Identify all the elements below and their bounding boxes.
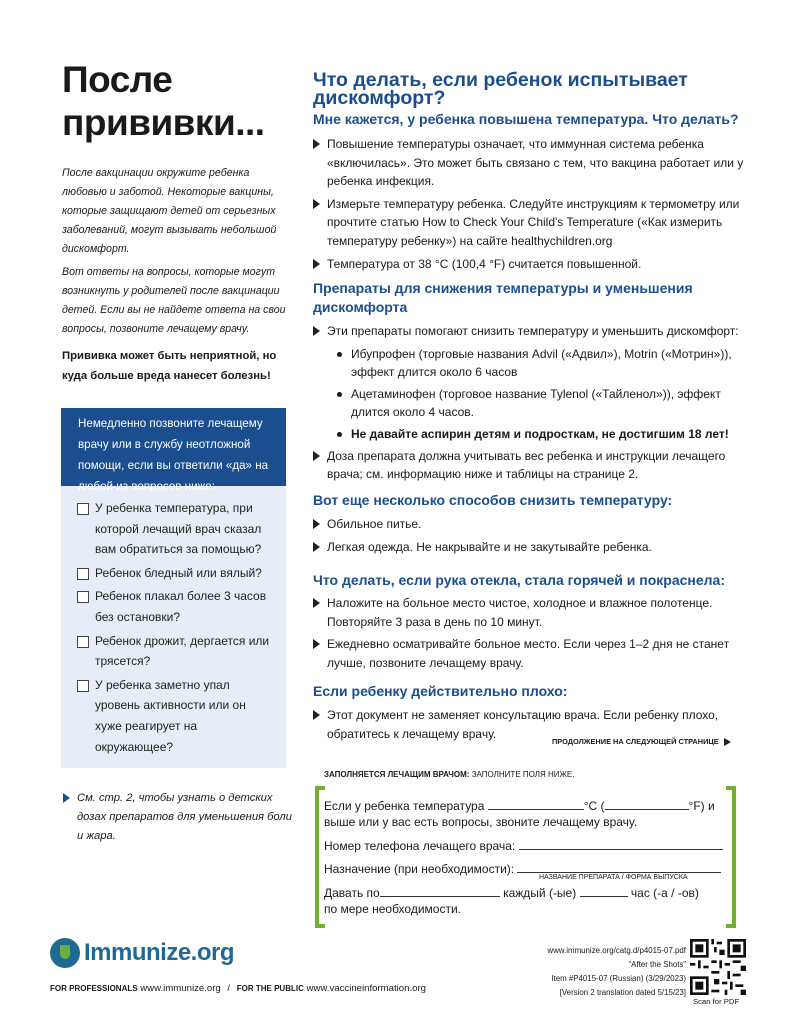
list-item: Обильное питье. xyxy=(313,515,753,534)
title-line-2: прививки... xyxy=(62,102,265,143)
list-item: Ежедневно осматривайте больное место. Если через 1–2 дня не станет лучше, позвоните лечащему врачу. xyxy=(313,635,753,672)
arrow-right-icon xyxy=(724,738,731,746)
triangle-bullet-icon xyxy=(313,598,320,608)
document-series: “After the Shots” xyxy=(628,960,686,969)
triangle-bullet-icon xyxy=(313,199,320,209)
medication-field[interactable] xyxy=(517,860,721,873)
triangle-bullet-icon xyxy=(313,710,320,720)
physician-form-label: ЗАПОЛНЯЕТСЯ ЛЕЧАЩИМ ВРАЧОМ: ЗАПОЛНИТЕ ПОЛЯ НИЖЕ. xyxy=(324,770,575,779)
list-item: Этот документ не заменяет консультацию врача. Если ребенку плохо, обратитесь к лечащему врачу. xyxy=(313,706,753,743)
checklist-item-label: Ребенок бледный или вялый? xyxy=(95,565,262,580)
triangle-bullet-icon xyxy=(313,326,320,336)
arm-list xyxy=(313,594,753,676)
public-link[interactable]: www.vaccineinformation.org xyxy=(306,983,426,994)
footer-links: FOR PROFESSIONALS www.immunize.org / FOR THE PUBLIC www.vaccineinformation.org xyxy=(50,983,426,994)
dosage-line: Давать по каждый (-ые) час (-а / -ов) xyxy=(324,886,699,900)
emergency-call-header: Немедленно позвоните лечащему врачу или в службу неотложной помощи, если вы ответили «да» на любой из вопросов ниже: xyxy=(61,408,286,486)
checklist-item-label: У ребенка заметно упал уровень активности или он хуже реагирует на окружающее? xyxy=(95,677,246,754)
triangle-bullet-icon xyxy=(313,259,320,269)
checklist-item[interactable] xyxy=(77,498,276,560)
phone-line: Номер телефона лечащего врача: xyxy=(324,837,723,855)
immunize-logo-icon xyxy=(50,938,80,968)
checkbox[interactable] xyxy=(77,591,89,603)
checklist-item[interactable] xyxy=(77,631,276,672)
phone-field[interactable] xyxy=(519,837,723,850)
immunize-logo[interactable]: Immunize.org xyxy=(50,938,234,968)
fever-heading: Мне кажется, у ребенка повышена температура. Что делать? xyxy=(313,111,739,127)
temperature-line-2: выше или у вас есть вопросы, звоните лечащему врачу. xyxy=(324,815,638,829)
qr-code-icon[interactable] xyxy=(690,939,746,995)
medication-format-caption: НАЗВАНИЕ ПРЕПАРАТА / ФОРМА ВЫПУСКА xyxy=(539,874,688,881)
dot-bullet-icon xyxy=(337,432,342,437)
aspirin-warning: Не давайте аспирин детям и подросткам, не достигшим 18 лет! xyxy=(351,426,729,441)
triangle-bullet-icon xyxy=(313,542,320,552)
purpose-line: Назначение (при необходимости): xyxy=(324,860,721,878)
dot-bullet-icon xyxy=(337,392,342,397)
dot-bullet-icon xyxy=(337,352,342,357)
document-version: [Version 2 translation dated 5/15/23] xyxy=(559,988,686,997)
form-bracket-right xyxy=(726,786,736,928)
medications-list xyxy=(313,322,753,488)
checklist-item-label: У ребенка температура, при которой лечащий врач сказал вам обратиться за помощью? xyxy=(95,501,262,557)
list-item: Эти препараты помогают снизить температуру и уменьшить дискомфорт: xyxy=(313,322,753,341)
warning-text: Прививка может быть неприятной, но куда больше вреда нанесет болезнь! xyxy=(62,350,277,382)
triangle-bullet-icon xyxy=(313,451,320,461)
document-item: Item #P4015-07 (Russian) (3/29/2023) xyxy=(551,974,686,983)
intro-paragraph-2: Вот ответы на вопросы, которые могут возникнуть у родителей после вакцинации детей. Если вы не найдете ответа на свои вопросы, позвоните лечащему врачу. xyxy=(62,266,286,335)
triangle-bullet-icon xyxy=(313,519,320,529)
professionals-link[interactable]: www.immunize.org xyxy=(140,983,221,994)
list-item: Ибупрофен (торговые названия Advil («Адвил»), Motrin («Мотрин»)), эффект длится около 6 часов xyxy=(313,345,753,382)
checkbox[interactable] xyxy=(77,503,89,515)
list-item: Повышение температуры означает, что иммунная система ребенка «включилась». Это может быть связано с тем, что вакцина работает или у ребенка инфекция. xyxy=(313,135,753,191)
physician-form xyxy=(315,786,736,922)
dose-interval-field[interactable] xyxy=(580,884,628,897)
emergency-call-panel xyxy=(61,408,286,768)
list-item xyxy=(313,425,753,444)
list-item: Измерьте температуру ребенка. Следуйте инструкциям к термометру или прочтите статью How to Check Your Child's Temperature («Как измерить температуру ребенку») на сайте healthychildren.org xyxy=(313,195,753,251)
scan-for-pdf-label: Scan for PDF xyxy=(693,997,740,1006)
symptom-checklist xyxy=(61,486,286,757)
checklist-item[interactable] xyxy=(77,675,276,757)
list-item: Наложите на больное место чистое, холодное и влажное полотенце. Повторяйте 3 раза в день по 10 минут. xyxy=(313,594,753,631)
see-page-2-text: См. стр. 2, чтобы узнать о детских дозах препаратов для уменьшения боли и жара. xyxy=(77,792,292,842)
other-methods-list xyxy=(313,515,753,560)
checklist-item-label: Ребенок дрожит, дергается или трясется? xyxy=(95,633,270,669)
temp-celsius-field[interactable] xyxy=(488,797,584,810)
list-item: Ацетаминофен (торговое название Tylenol («Тайленол»)), эффект длится около 4 часов. xyxy=(313,385,753,422)
list-item: Легкая одежда. Не накрывайте и не закутывайте ребенка. xyxy=(313,538,753,557)
checkbox[interactable] xyxy=(77,636,89,648)
triangle-bullet-icon xyxy=(313,639,320,649)
main-heading: Что делать, если ребенок испытывает дискомфорт? xyxy=(313,69,688,109)
other-methods-heading: Вот еще несколько способов снизить температуру: xyxy=(313,492,673,508)
arm-heading: Что делать, если рука отекла, стала горячей и покраснела: xyxy=(313,572,726,588)
temperature-line: Если у ребенка температура °C ( °F) и xyxy=(324,799,715,813)
dose-amount-field[interactable] xyxy=(380,884,500,897)
title-line-1: После xyxy=(62,59,173,100)
intro-paragraph-1: После вакцинации окружите ребенка любовью и заботой. Некоторые вакцины, которые защищают детей от серьезных заболеваний, могут вызывать небольшой дискомфорт. xyxy=(62,167,277,255)
triangle-bullet-icon xyxy=(313,139,320,149)
checklist-item[interactable] xyxy=(77,586,276,627)
triangle-bullet-icon xyxy=(63,793,70,803)
list-item: Температура от 38 °C (100,4 °F) считается повышенной. xyxy=(313,255,753,274)
medications-heading: Препараты для снижения температуры и уменьшения дискомфорта xyxy=(313,280,693,315)
list-item: Доза препарата должна учитывать вес ребенка и инструкции лечащего врача; см. информацию ниже и таблицы на странице 2. xyxy=(313,447,753,484)
continue-next-page: ПРОДОЛЖЕНИЕ НА СЛЕДУЮЩЕЙ СТРАНИЦЕ xyxy=(552,737,731,746)
page-title xyxy=(62,58,265,144)
document-url[interactable]: www.immunize.org/catg.d/p4015-07.pdf xyxy=(547,946,686,955)
see-page-2-note xyxy=(63,789,293,846)
checklist-item[interactable] xyxy=(77,563,276,584)
checkbox[interactable] xyxy=(77,568,89,580)
checklist-item-label: Ребенок плакал более 3 часов без остановки? xyxy=(95,589,267,624)
as-needed-line: по мере необходимости. xyxy=(324,902,461,916)
fever-list xyxy=(313,135,753,277)
checkbox[interactable] xyxy=(77,680,89,692)
temp-fahrenheit-field[interactable] xyxy=(605,797,689,810)
very-sick-heading: Если ребенку действительно плохо: xyxy=(313,683,568,699)
